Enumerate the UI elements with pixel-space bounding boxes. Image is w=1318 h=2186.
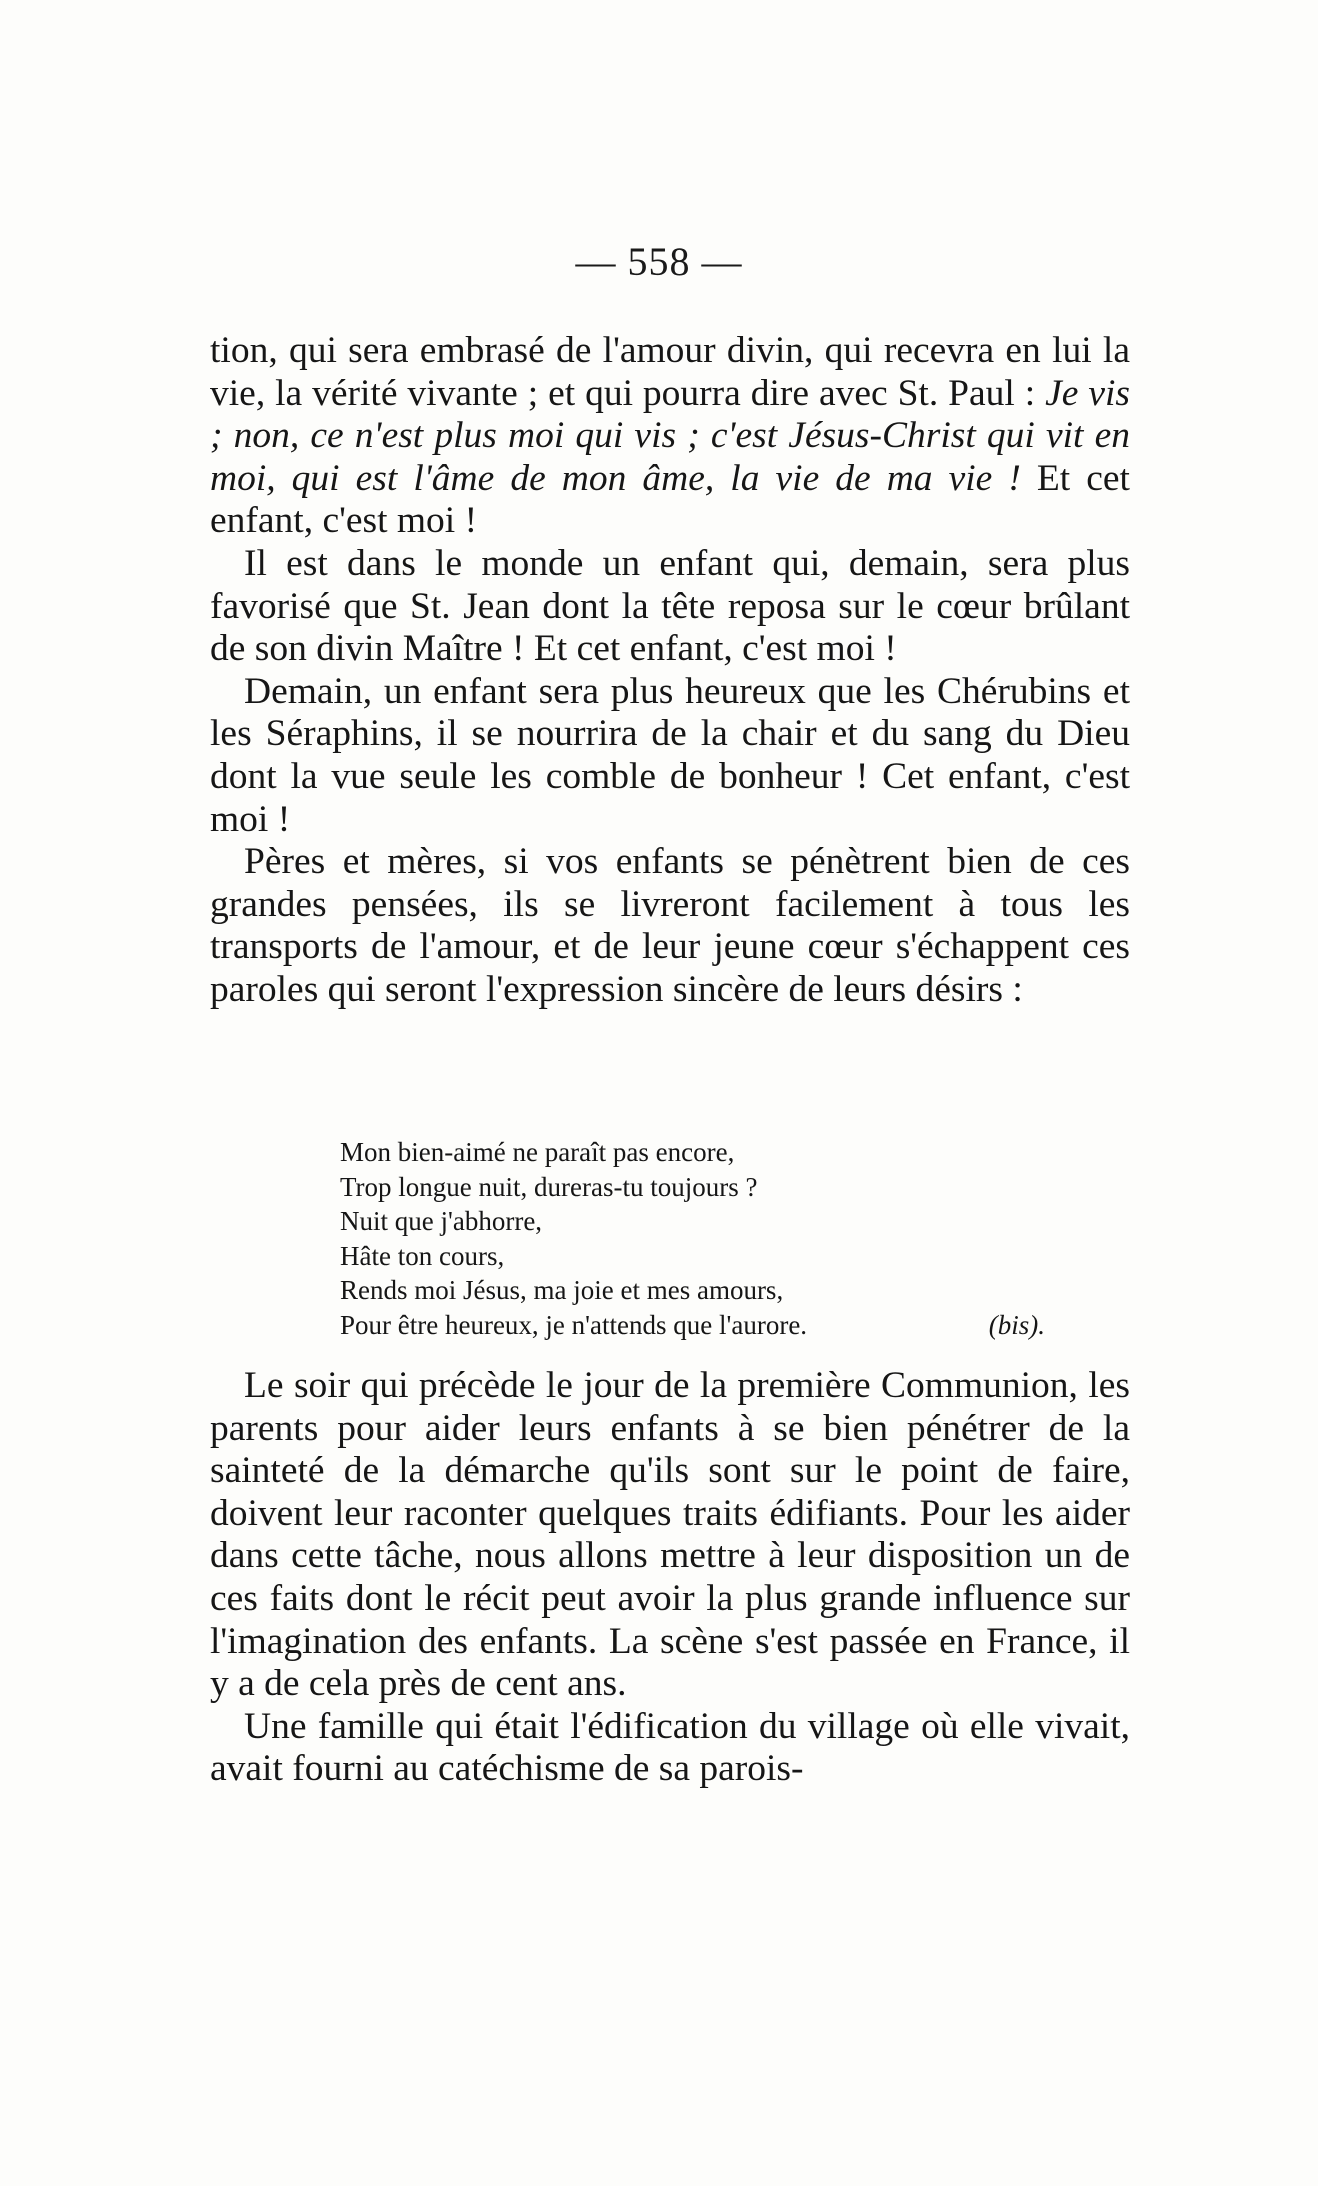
poem-line: Pour être heureux, je n'attends que l'aurore. bbox=[340, 1309, 808, 1340]
poem-line: Hâte ton cours, bbox=[340, 1240, 505, 1271]
page-number: — 558 — bbox=[575, 239, 743, 284]
paragraph bbox=[210, 543, 1130, 671]
text-block-top bbox=[210, 330, 1130, 1012]
italic-quotation: Je vis ; non, ce n'est plus moi qui vis ; c'est Jésus-Christ qui vit en moi, qui est l'âme de mon âme, la vie de ma vie ! bbox=[210, 372, 1131, 499]
paragraph-text: Le soir qui précède le jour de la première Communion, les parents pour aider leurs enfants à se bien pénétrer de la sainteté de la démarche qu'ils sont sur le point de faire, doivent leur raconter quelques traits édifiants. Pour les aider dans cette tâche, nous allons mettre à leur disposition un de ces faits dont le récit peut avoir la plus grande influence sur l'imagination des enfants. La scène s'est passée en France, il y a de cela près de cent ans. bbox=[210, 1365, 1130, 1705]
paragraph-text: Demain, un enfant sera plus heureux que les Chérubins et les Séraphins, il se nourrira de la chair et du sang du Dieu dont la vue seule les comble de bonheur ! Cet enfant, c'est moi ! bbox=[210, 670, 1130, 840]
paragraph-text: tion, qui sera embrasé de l'amour divin, qui recevra en lui la vie, la vérité vivante ; et qui pourra dire avec St. Paul : bbox=[210, 330, 1130, 414]
poem-last-line bbox=[340, 1308, 1045, 1343]
repeat-mark: (bis). bbox=[988, 1309, 1045, 1340]
paragraph bbox=[210, 1365, 1130, 1706]
paragraph-text: Et cet enfant, c'est moi ! bbox=[210, 457, 1130, 542]
paragraph bbox=[210, 671, 1130, 841]
paragraph-text: Une famille qui était l'édification du village où elle vivait, avait fourni au catéchisme de sa parois- bbox=[210, 1705, 1130, 1790]
poem-line: Trop longue nuit, dureras-tu toujours ? bbox=[340, 1171, 758, 1202]
poem-stanza bbox=[340, 1135, 1100, 1342]
poem-line: Nuit que j'abhorre, bbox=[340, 1206, 543, 1236]
paragraph bbox=[210, 841, 1130, 1011]
paragraph-text: Il est dans le monde un enfant qui, demain, sera plus favorisé que St. Jean dont la tête reposa sur le cœur brûlant de son divin Maître ! Et cet enfant, c'est moi ! bbox=[210, 542, 1130, 670]
poem-line: Mon bien-aimé ne paraît pas encore, bbox=[340, 1137, 735, 1167]
poem-line: Rends moi Jésus, ma joie et mes amours, bbox=[340, 1275, 784, 1305]
paragraph-text: Pères et mères, si vos enfants se pénètrent bien de ces grandes pensées, ils se livreront facilement à tous les transports de l'amour, et de leur jeune cœur s'échappent ces paroles qui seront l'expression sincère de leurs désirs : bbox=[210, 841, 1130, 1010]
paragraph bbox=[210, 1706, 1130, 1791]
text-block-bottom bbox=[210, 1365, 1130, 1791]
paragraph bbox=[210, 330, 1130, 543]
